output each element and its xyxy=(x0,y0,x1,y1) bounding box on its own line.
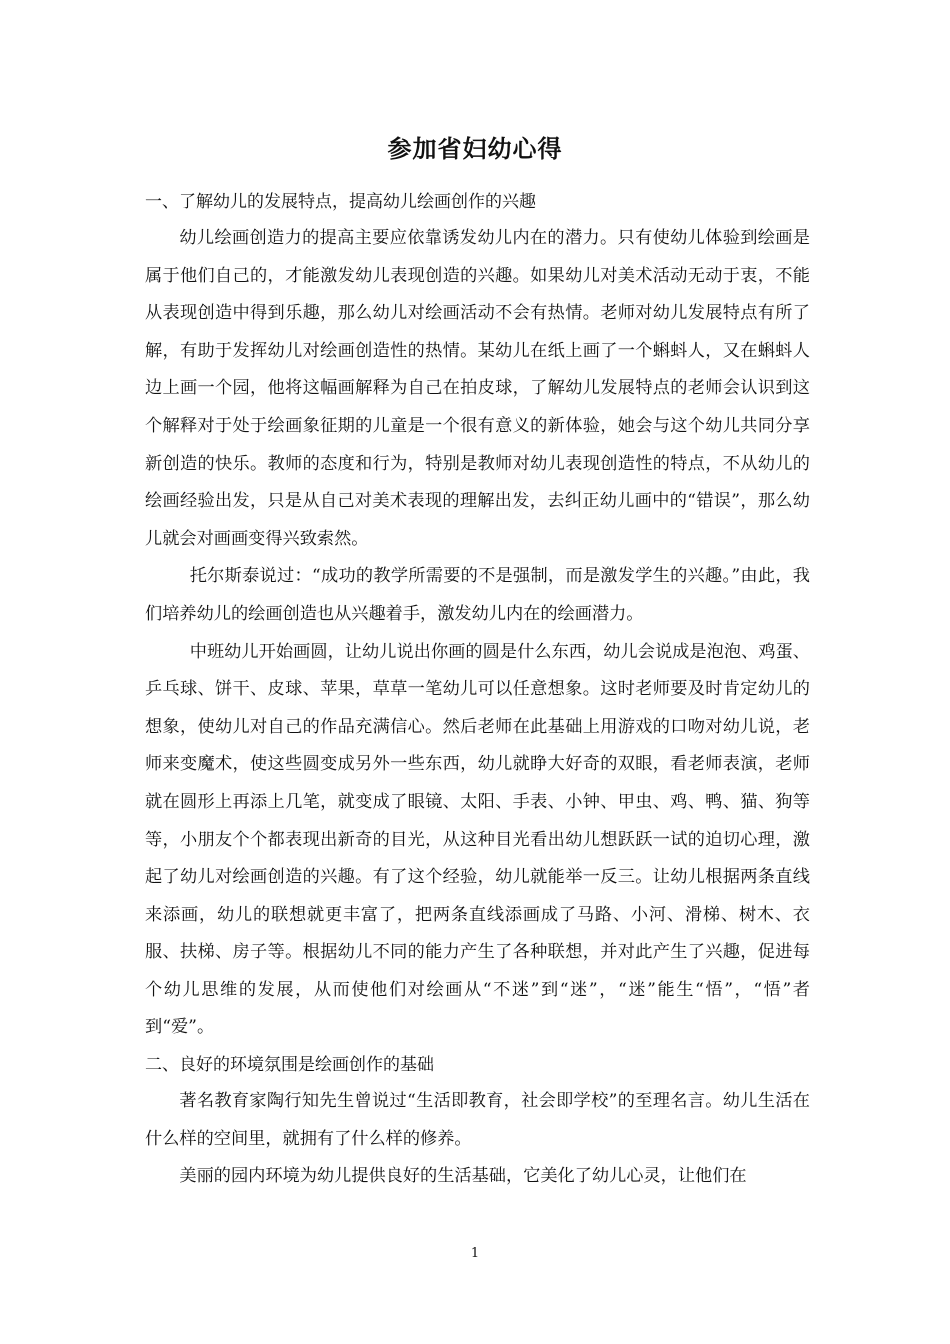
section-heading-1: 一、了解幼儿的发展特点，提高幼儿绘画创作的兴趣 xyxy=(145,192,536,212)
paragraph-s1-3: 中班幼儿开始画圆，让幼儿说出你画的圆是什么东西，幼儿会说成是泡泡、鸡蛋、乒乓球、饼干、皮球、苹果，草草一笔幼儿可以任意想象。这时老师要及时肯定幼儿的想象，使幼儿对自己的作品充满信心。然后老师在此基础上用游戏的口吻对幼儿说，老师来变魔术，使这些圆变成另外一些东西，幼儿就睁大好奇的双眼，看老师表演，老师就在圆形上再添上几笔，就变成了眼镜、太阳、手表、小钟、甲虫、鸡、鸭、猫、狗等等，小朋友个个都表现出新奇的目光，从这种目光看出幼儿想跃跃一试的迫切心理，激起了幼儿对绘画创造的兴趣。有了这个经验，幼儿就能举一反三。让幼儿根据两条直线来添画，幼儿的联想就更丰富了，把两条直线添画成了马路、小河、滑梯、树木、衣服、扶梯、房子等。根据幼儿不同的能力产生了各种联想，并对此产生了兴趣，促进每个幼儿思维的发展，从而使他们对绘画从“不迷”到“迷”，“迷”能生“悟”，“悟”者到“爱”。 xyxy=(145,641,810,1038)
section-heading-2: 二、良好的环境氛围是绘画创作的基础 xyxy=(145,1055,434,1076)
paragraph-s2-1: 著名教育家陶行知先生曾说过“生活即教育，社会即学校”的至理名言。幼儿生活在什么样的空间里，就拥有了什么样的修养。 xyxy=(145,1091,810,1149)
paragraph-s1-1: 幼儿绘画创造力的提高主要应依靠诱发幼儿内在的潜力。只有使幼儿体验到绘画是属于他们自己的，才能激发幼儿表现创造的兴趣。如果幼儿对美术活动无动于衷，不能从表现创造中得到乐趣，那么幼儿对绘画活动不会有热情。老师对幼儿发展特点有所了解，有助于发挥幼儿对绘画创造性的热情。某幼儿在纸上画了一个蝌蚪人，又在蝌蚪人边上画一个园，他将这幅画解释为自己在拍皮球，了解幼儿发展特点的老师会认识到这个解释对于处于绘画象征期的儿童是一个很有意义的新体验，她会与这个幼儿共同分享新创造的快乐。教师的态度和行为，特别是教师对幼儿表现创造性的特点，不从幼儿的绘画经验出发，只是从自己对美术表现的理解出发，去纠正幼儿画中的“错误”，那么幼儿就会对画画变得兴致索然。 xyxy=(145,228,810,549)
paragraph-s1-2: 托尔斯泰说过：“成功的教学所需要的不是强制，而是激发学生的兴趣。”由此，我们培养幼儿的绘画创造也从兴趣着手，激发幼儿内在的绘画潜力。 xyxy=(145,566,810,624)
page-number: 1 xyxy=(470,1246,480,1261)
paragraph-s2-2: 美丽的园内环境为幼儿提供良好的生活基础，它美化了幼儿心灵，让他们在 xyxy=(179,1166,747,1187)
document-body xyxy=(145,184,810,1196)
document-title: 参加省妇幼心得 xyxy=(387,135,563,163)
